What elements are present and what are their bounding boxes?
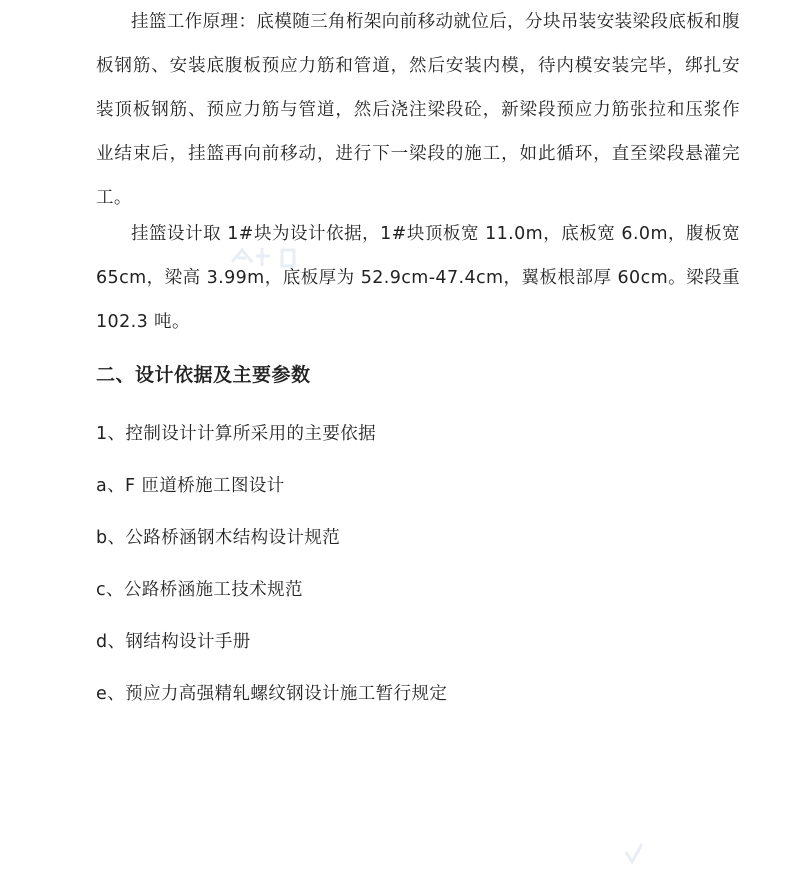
list-item-d: d、钢结构设计手册 <box>96 632 251 652</box>
paragraph-working-principle: 挂篮工作原理：底模随三角桁架向前移动就位后，分块吊装安装梁段底板和腹板钢筋、安装底腹板预应力筋和管道，然后安装内模，待内模安装完毕，绑扎安装顶板钢筋、预应力筋与管道，然后浇注梁段砼，新梁段预应力筋张拉和压浆作业结束后，挂篮再向前移动，进行下一梁段的施工，如此循环，直至梁段悬灌完工。 <box>96 12 740 208</box>
list-item-c: c、公路桥涵施工技术规范 <box>96 580 303 600</box>
section-heading: 二、设计依据及主要参数 <box>96 364 311 386</box>
list-item-e: e、预应力高强精轧螺纹钢设计施工暂行规定 <box>96 684 448 704</box>
list-item-b: b、公路桥涵钢木结构设计规范 <box>96 528 341 548</box>
list-item-main-basis: 1、控制设计计算所采用的主要依据 <box>96 424 377 444</box>
paragraph-design-basis-block: 挂篮设计取 1#块为设计依据，1#块顶板宽 11.0m，底板宽 6.0m，腹板宽 65cm，梁高 3.99m，底板厚为 52.9cm-47.4cm，翼板根部厚 60cm。梁段重 102.3 吨。 <box>96 224 740 332</box>
list-item-a: a、F 匝道桥施工图设计 <box>96 476 285 496</box>
